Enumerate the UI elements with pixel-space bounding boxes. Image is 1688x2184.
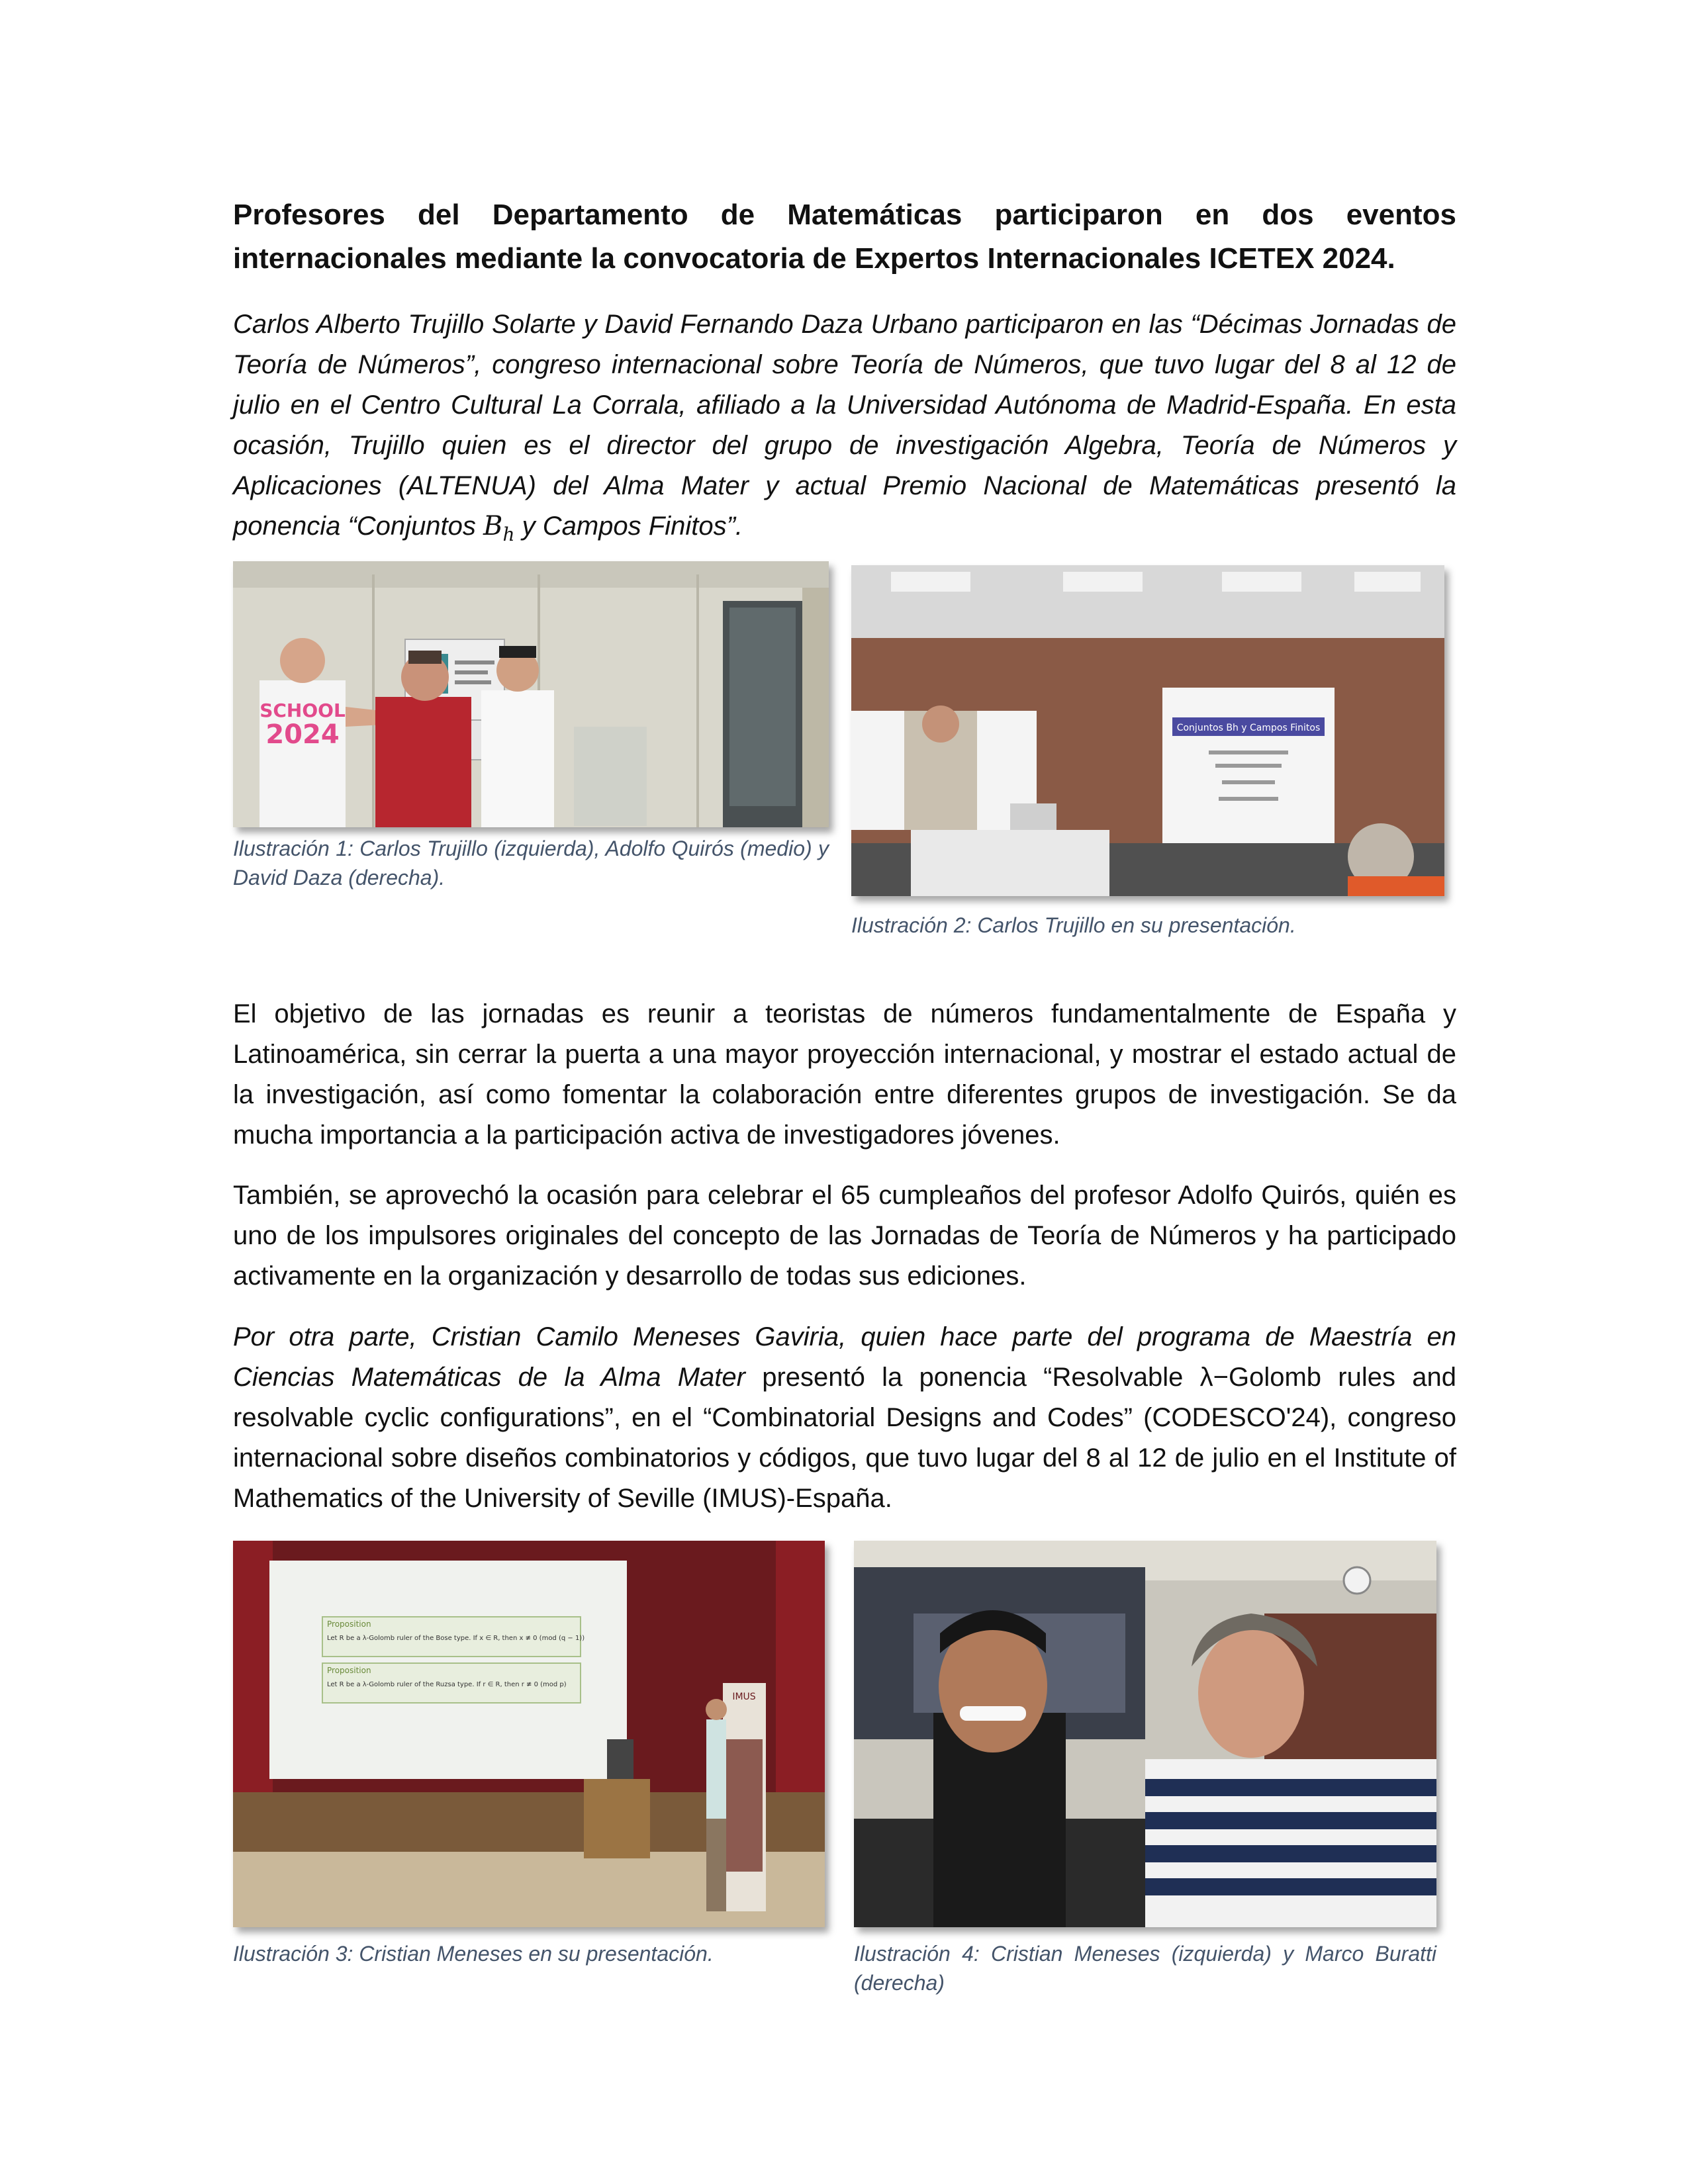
photo-meneses-presentation — [233, 1541, 825, 1927]
photo-group-portrait-image — [233, 561, 829, 827]
shirt-text-1: SCHOOL — [259, 700, 346, 721]
slide3-block2-title: Proposition — [327, 1666, 371, 1675]
article-title: Profesores del Departamento de Matemáticas participaron en dos eventos internacionales mediante la convocatoria de Expertos Internacionales ICETEX 2024. — [233, 199, 1456, 275]
caption-fig4: Ilustración 4: Cristian Meneses (izquierda) y Marco Buratti (derecha) — [854, 1942, 1436, 1995]
intro-paragraph — [233, 304, 1456, 555]
photo-group-portrait — [233, 561, 829, 827]
photo-meneses-buratti — [854, 1541, 1436, 1927]
shirt-text-2: 2024 — [265, 719, 340, 750]
photo-meneses-presentation-image — [233, 1541, 825, 1927]
slide3-block2-text: Let R be a λ-Golomb ruler of the Ruzsa type. If r ∈ R, then r ≢ 0 (mod p) — [327, 1681, 567, 1688]
meneses-regular: presentó la ponencia “Resolvable λ−Golomb rules and resolvable cyclic configurations”, en el “Combinatorial Designs and Codes” (CODESCO'24), congreso internacional sobre diseños combinatorios y códigos, que tuvo lugar del 8 al 12 de julio en el Institute of Mathematics of the University of Seville (IMUS)-España. — [233, 1363, 1456, 1513]
slide-title: Conjuntos Bh y Campos Finitos — [1176, 723, 1321, 733]
slide3-block1-text: Let R be a λ-Golomb ruler of the Bose type. If x ∈ R, then x ≢ 0 (mod (q − 1)) — [327, 1635, 585, 1642]
slide3-block1-title: Proposition — [327, 1619, 371, 1629]
objective-paragraph: El objetivo de las jornadas es reunir a teoristas de números fundamentalmente de España y Latinoamérica, sin cerrar la puerta a una mayor proyección internacional, y mostrar el estado actual de la investigación, así como fomentar la colaboración entre diferentes grupos de investigación. Se da mucha importancia a la participación activa de investigadores jóvenes. — [233, 999, 1456, 1150]
meneses-paragraph — [233, 1317, 1456, 1519]
banner-label: IMUS — [732, 1692, 756, 1702]
math-bh: $B_h$ — [483, 511, 515, 545]
meneses-italic: Por otra parte, Cristian Camilo Meneses Gaviria, quien hace parte del programa de Maestría en Ciencias Matemáticas de la Alma Mater — [233, 1322, 1456, 1392]
caption-fig3: Ilustración 3: Cristian Meneses en su presentación. — [233, 1942, 714, 1966]
caption-fig1: Ilustración 1: Carlos Trujillo (izquierda), Adolfo Quirós (medio) y David Daza (derecha). — [233, 837, 829, 889]
caption-fig2: Ilustración 2: Carlos Trujillo en su presentación. — [851, 913, 1296, 937]
photo-trujillo-presentation-image — [851, 565, 1444, 896]
photo-trujillo-presentation — [851, 565, 1444, 896]
intro-text: Carlos Alberto Trujillo Solarte y David Fernando Daza Urbano participaron en las “Décimas Jornadas de Teoría de Números”, congreso internacional sobre Teoría de Números, que tuvo lugar del 8 al 12 de julio en el Centro Cultural La Corrala, afiliado a la Universidad Autónoma de Madrid-España. En esta ocasión, Trujillo quien es el director del grupo de investigación Algebra, Teoría de Números y Aplicaciones (ALTENUA) del Alma Mater y actual Premio Nacional de Matemáticas presentó la ponencia “Conjuntos — [233, 310, 1456, 541]
intro-text-end: y Campos Finitos”. — [514, 512, 743, 541]
photo-meneses-buratti-image — [854, 1541, 1436, 1927]
birthday-paragraph: También, se aprovechó la ocasión para celebrar el 65 cumpleaños del profesor Adolfo Quirós, quién es uno de los impulsores originales del concepto de las Jornadas de Teoría de Números y ha participado activamente en la organización y desarrollo de todas sus ediciones. — [233, 1181, 1456, 1291]
